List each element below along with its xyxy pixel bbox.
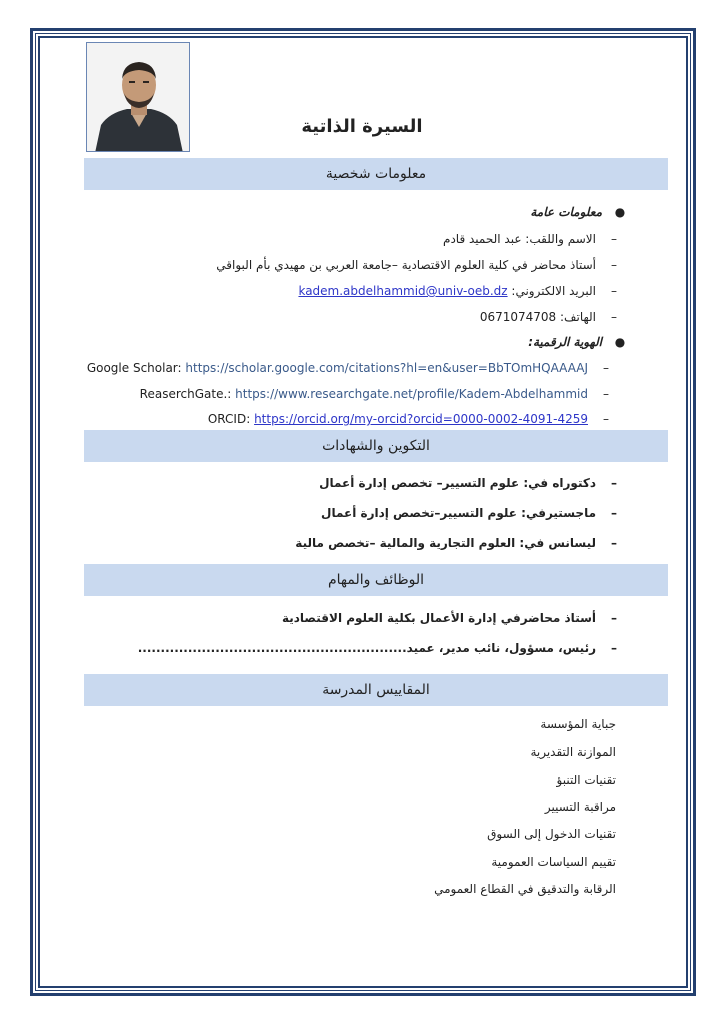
module-item: تقنيات الدخول إلى السوق: [487, 827, 616, 841]
orcid-row: –ORCID: https://orcid.org/my-orcid?orcid=0000-0002-4091-4259: [208, 412, 614, 426]
orcid-link[interactable]: https://orcid.org/my-orcid?orcid=0000-0002-4091-4259: [254, 412, 588, 426]
module-item: مراقبة التسيير: [544, 800, 616, 814]
section-jobs: الوظائف والمهام: [84, 564, 668, 596]
general-info-heading: ●معلومات عامة: [530, 205, 628, 219]
education-item: –ماجستيرفي: علوم التسيير–تخصص إدارة أعمال: [321, 506, 622, 520]
section-personal-info: معلومات شخصية: [84, 158, 668, 190]
dash-icon: –: [611, 611, 617, 625]
education-item: –دكتوراه في: علوم التسيير– تخصص إدارة أعمال: [319, 476, 622, 490]
section-modules: المقاييس المدرسة: [84, 674, 668, 706]
job-item: –رئيس، مسؤول، نائب مدير، عميد...........................................................: [138, 641, 622, 655]
researchgate-row: –ReaserchGate.: https://www.researchgate.net/profile/Kadem-Abdelhammid: [140, 387, 614, 401]
dash-icon: –: [603, 412, 609, 426]
position-row: –أستاذ محاضر في كلية العلوم الاقتصادية –جامعة العربي بن مهيدي بأم البواقي: [216, 258, 622, 272]
dash-icon: –: [611, 536, 617, 550]
scholar-row: –Google Scholar: https://scholar.google.com/citations?hl=en&user=BbTOmHQAAAAJ: [87, 361, 614, 375]
section-education: التكوين والشهادات: [84, 430, 668, 462]
page-title: السيرة الذاتية: [301, 116, 423, 137]
module-item: الرقابة والتدقيق في القطاع العمومي: [434, 882, 616, 896]
phone-row: –الهاتف: 0671074708: [480, 310, 622, 324]
dash-icon: –: [611, 232, 617, 246]
digital-identity-heading: ●الهوية الرقمية:: [528, 335, 628, 349]
module-item: تقنيات التنبؤ: [556, 773, 616, 787]
dash-icon: –: [611, 641, 617, 655]
email-link[interactable]: kadem.abdelhammid@univ-oeb.dz: [298, 284, 508, 298]
bullet-icon: ●: [614, 335, 626, 349]
researchgate-url[interactable]: https://www.researchgate.net/profile/Kadem-Abdelhammid: [235, 387, 588, 401]
job-item: –أستاذ محاضرفي إدارة الأعمال بكلية العلوم الاقتصادية: [282, 611, 622, 625]
module-item: الموازنة التقديرية: [530, 745, 616, 759]
dash-icon: –: [611, 476, 617, 490]
dash-icon: –: [603, 361, 609, 375]
dash-icon: –: [611, 506, 617, 520]
dash-icon: –: [611, 258, 617, 272]
email-row: –البريد الالكتروني: kadem.abdelhammid@univ-oeb.dz: [298, 284, 622, 298]
dash-icon: –: [603, 387, 609, 401]
module-item: جباية المؤسسة: [540, 717, 616, 731]
education-item: –ليسانس في: العلوم التجارية والمالية –تخصص مالية: [295, 536, 622, 550]
dash-icon: –: [611, 310, 617, 324]
phone-number: 0671074708: [479, 310, 557, 324]
name-row: –الاسم واللقب: عبد الحميد قادم: [443, 232, 622, 246]
scholar-url[interactable]: https://scholar.google.com/citations?hl=en&user=BbTOmHQAAAAJ: [185, 361, 588, 375]
dash-icon: –: [611, 284, 617, 298]
bullet-icon: ●: [614, 205, 626, 219]
module-item: تقييم السياسات العمومية: [491, 855, 616, 869]
